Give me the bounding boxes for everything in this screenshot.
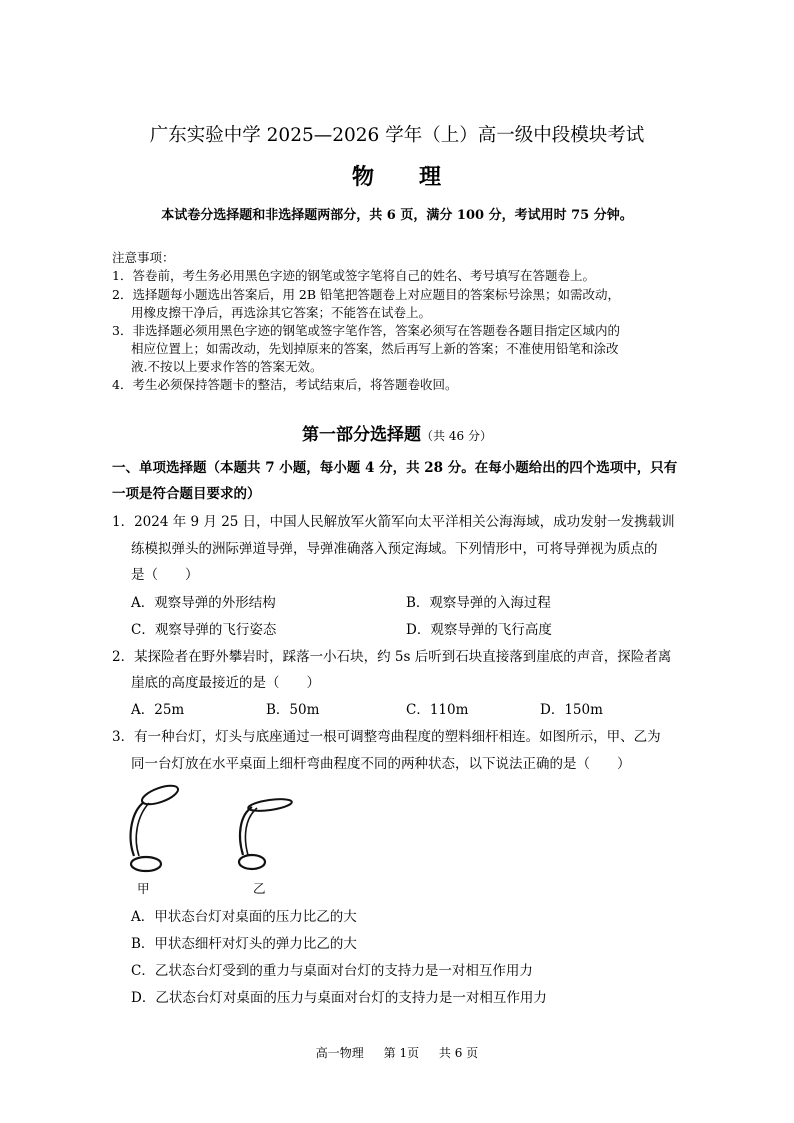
page-footer	[0, 1044, 794, 1061]
q1-option-b: B．观察导弹的入海过程	[406, 595, 551, 611]
q1-stem-line-1: 1．2024 年 9 月 25 日，中国人民解放军火箭军向太平洋相关公海海域，成功发射一发携载训	[112, 514, 675, 530]
section-heading-line-1: 一、单项选择题（本题共 7 小题，每小题 4 分，共 28 分。在每小题给出的四个选项中，只有	[112, 460, 678, 476]
q3-option-c: C．乙状态台灯受到的重力与桌面对台灯的支持力是一对相互作用力	[131, 963, 533, 979]
footer-total-pages: 共 6 页	[438, 1046, 479, 1060]
footer-page-number: 第 1页	[383, 1046, 420, 1060]
q2-option-b: B．50m	[266, 702, 320, 718]
q3-stem-line-2: 同一台灯放在水平桌面上细杆弯曲程度不同的两种状态，以下说法正确的是（ ）	[131, 756, 631, 772]
section-heading-line-2: 一项是符合题目要求的）	[112, 486, 261, 502]
q3-option-d: D．乙状态台灯对桌面的压力与桌面对台灯的支持力是一对相互作用力	[131, 990, 547, 1006]
q1-stem-line-2: 练模拟弹头的洲际弹道导弹，导弹准确落入预定海域。下列情形中，可将导弹视为质点的	[131, 541, 658, 557]
note-1: 1．答卷前，考生务必用黑色字迹的钢笔或签字笔将自己的姓名、考号填写在答题卷上。	[112, 268, 595, 283]
q2-option-c: C．110m	[406, 702, 469, 718]
q1-option-d: D．观察导弹的飞行高度	[406, 622, 552, 638]
q2-stem-line-2: 崖底的高度最接近的是（ ）	[131, 675, 320, 691]
note-4: 4．考生必须保持答题卡的整洁，考试结束后，将答题卷收回。	[112, 377, 458, 392]
lamp-figure-b	[228, 795, 294, 877]
q2-option-d: D．150m	[540, 702, 603, 718]
part-1-heading: 第一部分选择题	[302, 425, 422, 445]
exam-intro: 本试卷分选择题和非选择题两部分，共 6 页，满分 100 分，考试用时 75 分钟。	[161, 208, 633, 223]
q3-option-b: B．甲状态细杆对灯头的弹力比乙的大	[131, 936, 357, 952]
subject-char-1: 物	[351, 164, 375, 190]
q1-stem-line-3: 是（ ）	[131, 567, 199, 583]
note-2-line-2: 用橡皮擦干净后，再选涂其它答案；不能答在试卷上。	[131, 305, 432, 320]
q1-option-c: C．观察导弹的飞行姿态	[131, 622, 277, 638]
part-1-score: （共 46 分）	[421, 429, 492, 443]
q2-stem-line-1: 2．某探险者在野外攀岩时，踩落一小石块，约 5s 后听到石块直接落到崖底的声音，探险者离	[112, 649, 672, 665]
notes-title: 注意事项：	[112, 250, 175, 265]
note-3-line-2: 相应位置上；如需改动，先划掉原来的答案，然后再写上新的答案；不准使用铅笔和涂改	[131, 341, 619, 356]
q3-option-a: A．甲状态台灯对桌面的压力比乙的大	[131, 909, 357, 925]
q3-stem-line-1: 3．有一种台灯，灯头与底座通过一根可调整弯曲程度的塑料细杆相连。如图所示，甲、乙为	[112, 729, 661, 745]
figure-label-a: 甲	[137, 881, 150, 896]
q2-option-a: A．25m	[131, 702, 185, 718]
figure-label-b: 乙	[253, 881, 266, 896]
note-2-line-1: 2．选择题每小题选出答案后，用 2B 铅笔把答题卷上对应题目的答案标号涂黑；如需改动，	[112, 287, 621, 302]
part-1-title	[0, 420, 794, 445]
note-3-line-3: 液.不按以上要求作答的答案无效。	[131, 359, 323, 374]
note-3-line-1: 3．非选择题必须用黑色字迹的钢笔或签字笔作答，答案必须写在答题卷各题目指定区域内的	[112, 323, 620, 338]
q1-option-a: A．观察导弹的外形结构	[131, 595, 276, 611]
subject-title	[0, 160, 794, 191]
subject-char-2: 理	[419, 164, 443, 190]
lamp-figure-a	[120, 782, 180, 877]
exam-title: 广东实验中学 2025—2026 学年（上）高一级中段模块考试	[149, 125, 645, 146]
footer-subject: 高一物理	[315, 1046, 364, 1060]
